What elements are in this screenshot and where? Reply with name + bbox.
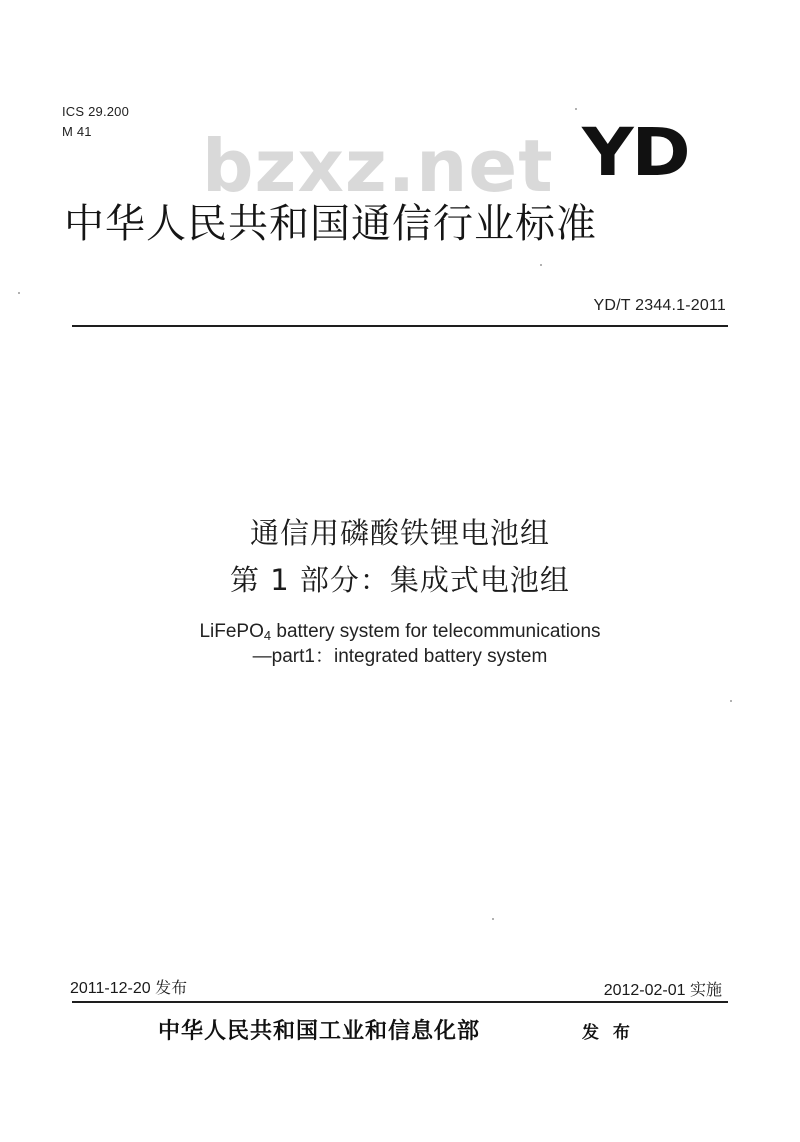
scan-speck — [575, 108, 577, 110]
scan-speck — [18, 292, 20, 294]
header-divider — [72, 325, 728, 327]
cn-title-line2: 第 1 部分：集成式电池组 — [230, 563, 570, 597]
issue-date: 2011-12-20 发布 — [70, 980, 188, 997]
category-code: M 41 — [62, 124, 92, 139]
ics-code: ICS 29.200 — [62, 104, 130, 119]
scan-speck — [540, 264, 542, 266]
implement-date: 2012-02-01 实施 — [603, 982, 722, 999]
en-title-line1 — [0, 621, 800, 644]
en-title-prefix: LiFePO — [199, 621, 264, 642]
standard-number: YD/T 2344.1-2011 — [593, 297, 726, 314]
en-title-subscript: 4 — [263, 628, 272, 643]
publisher-name: 中华人民共和国工业和信息化部 — [158, 1019, 481, 1044]
scan-speck — [492, 918, 494, 920]
standard-title: 中华人民共和国通信行业标准 — [64, 201, 597, 247]
publish-label: 发 布 — [582, 1023, 634, 1043]
yd-logo: YD — [582, 114, 689, 191]
watermark-text: bzxz.net — [202, 124, 554, 208]
cn-title-line1: 通信用磷酸铁锂电池组 — [249, 516, 550, 550]
footer-divider — [72, 1001, 728, 1003]
en-title-line2: —part1：integrated battery system — [252, 646, 548, 667]
en-title-suffix: battery system for telecommunications — [271, 621, 601, 642]
scan-speck — [730, 700, 732, 702]
